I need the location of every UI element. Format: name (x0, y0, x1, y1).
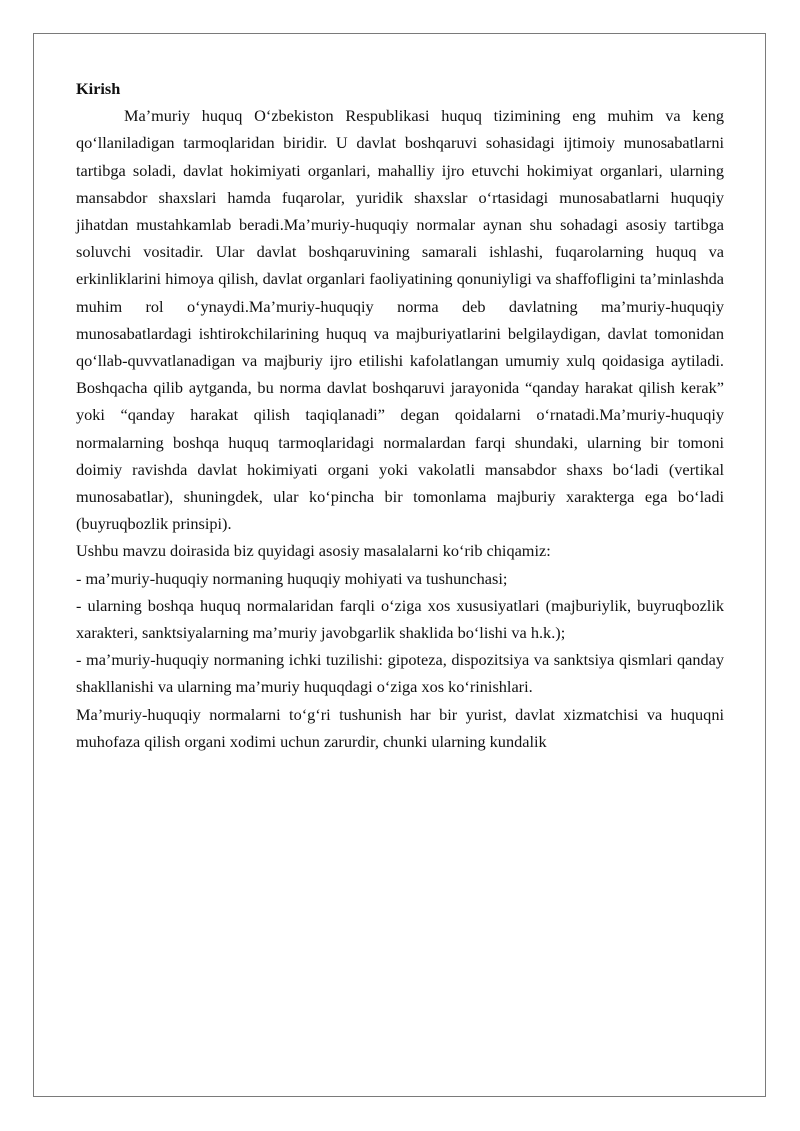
closing-paragraph: Ma’muriy-huquqiy normalarni to‘g‘ri tushunish har bir yurist, davlat xizmatchisi va huquqni muhofaza qilish organi xodimi uchun zarurdir, chunki ularning kundalik (76, 704, 724, 751)
intro-paragraph: Ma’muriy huquq O‘zbekiston Respublikasi huquq tizimining eng muhim va keng qo‘llaniladigan tarmoqlaridan biridir. U davlat boshqaruvi sohasidagi ijtimoiy munosabatlarni tartibga soladi, davlat hokimiyati organlari, mahalliy ijro etuvchi hokimiyat organlari, ularning mansabdor shaxslari hamda fuqarolar, yuridik shaxslar o‘rtasidagi munosabatlarni huquqiy jihatdan mustahkamlab beradi.Ma’muriy-huquqiy normalar aynan shu sohadagi asosiy tartibga soluvchi vositadir. Ular davlat boshqaruvining samarali ishlashi, fuqarolarning huquq va erkinliklarini himoya qilish, davlat organlari faoliyatining qonuniyligi va shaffofligini ta’minlashda muhim rol o‘ynaydi.Ma’muriy-huquqiy norma deb davlatning ma’muriy-huquqiy munosabatlardagi ishtirokchilarining huquq va majburiyatlarini belgilaydigan, davlat tomonidan qo‘llab-quvvatlanadigan va majburiy ijro etilishi kafolatlangan umumiy xulq qoidasiga aytiladi. Boshqacha qilib aytganda, bu norma davlat boshqaruvi jarayonida “qanday harakat qilish kerak” yoki “qanday harakat qilish taqiqlanadi” degan qoidalarni o‘rnatadi.Ma’muriy-huquqiy normalarning boshqa huquq tarmoqlaridagi normalardan farqi shundaki, ularning bir tomoni doimiy ravishda davlat hokimiyati organi yoki vakolatli mansabdor shaxs bo‘ladi (vertikal munosabatlar), shuningdek, ular ko‘pincha bir tomonlama majburiy xarakterga ega bo‘ladi (buyruqbozlik prinsipi). (76, 106, 724, 534)
topic-item-essence: - ma’muriy-huquqiy normaning huquqiy mohiyati va tushunchasi; (76, 568, 508, 588)
section-heading: Kirish (76, 79, 121, 98)
topics-intro-paragraph: Ushbu mavzu doirasida biz quyidagi asosiy masalalarni ko‘rib chiqamiz: (76, 541, 551, 561)
topic-item-structure: - ma’muriy-huquqiy normaning ichki tuzilishi: gipoteza, dispozitsiya va sanktsiya qismlari qanday shakllanishi va ularning ma’muriy huquqdagi o‘ziga xos ko‘rinishlari. (76, 650, 724, 697)
document-body (76, 75, 724, 755)
topic-item-features: - ularning boshqa huquq normalaridan farqli o‘ziga xos xususiyatlari (majburiylik, buyruqbozlik xarakteri, sanktsiyalarning ma’muriy javobgarlik shaklida bo‘lishi va h.k.); (76, 595, 724, 643)
